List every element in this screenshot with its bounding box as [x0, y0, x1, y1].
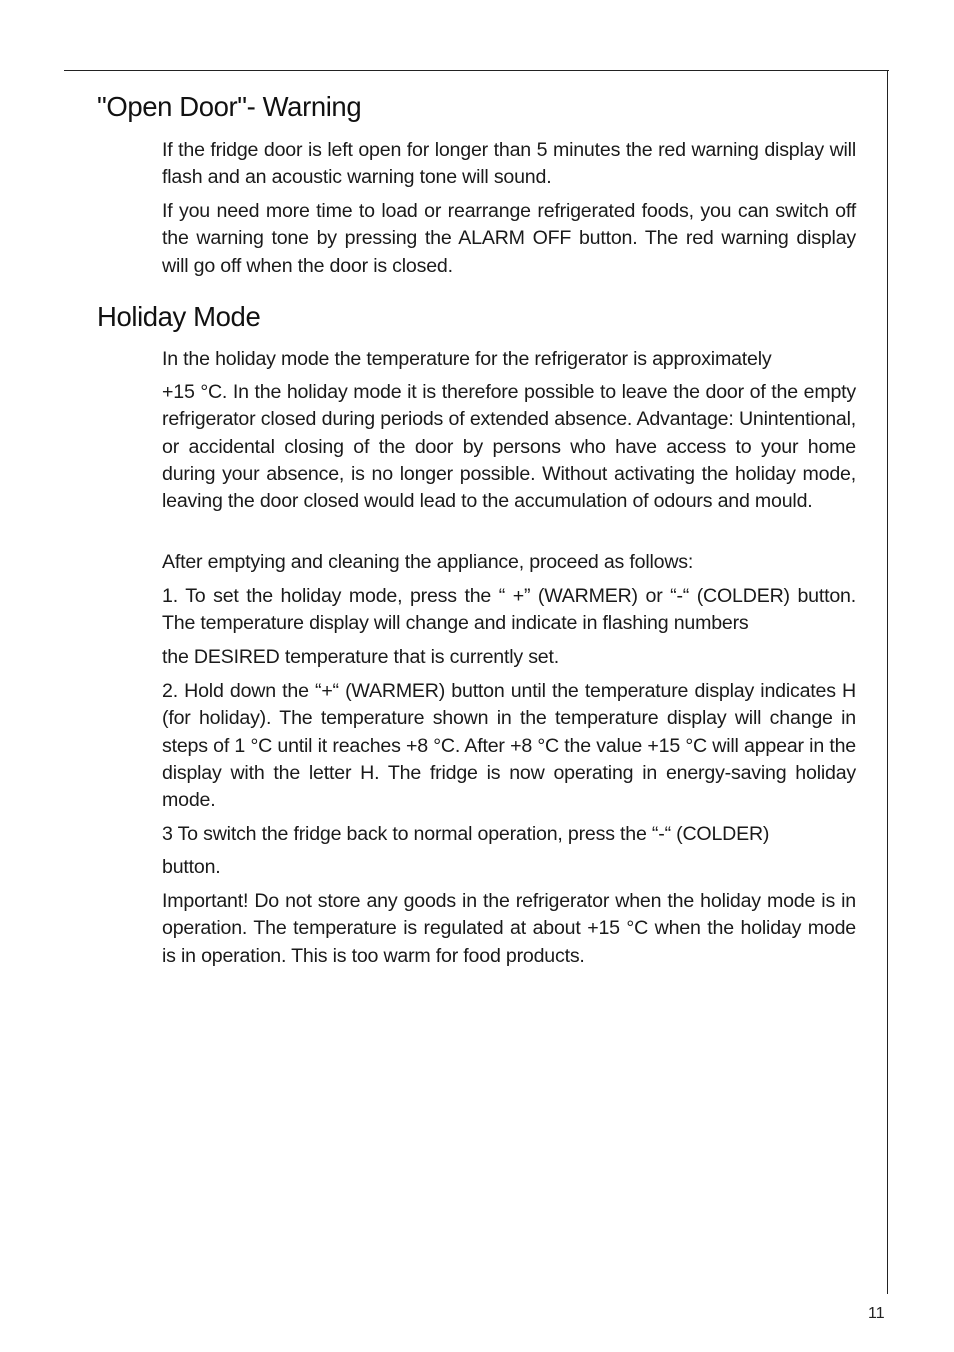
right-margin-rule	[887, 70, 888, 1294]
paragraph: +15 °C. In the holiday mode it is therefore possible to leave the door of the empty refrigerator closed during periods of extended absence. Advantage: Unintentional, or accidental closing of the door by persons who have access to your home during your absence, is no longer possible. Without activating the holiday mode, leaving the door closed would lead to the accumulation of odours and mould.	[162, 381, 856, 513]
section-heading-holiday-mode: Holiday Mode	[97, 301, 261, 332]
page-number: 11	[868, 1305, 885, 1322]
section-heading-open-door: "Open Door"- Warning	[97, 91, 362, 122]
paragraph: If the fridge door is left open for longer than 5 minutes the red warning display will flash and an acoustic warning tone will sound.	[162, 139, 856, 189]
paragraph: Important! Do not store any goods in the refrigerator when the holiday mode is in operation. The temperature is regulated at about +15 °C when the holiday mode is in operation. This is too warm for food products.	[162, 890, 856, 967]
paragraph: If you need more time to load or rearrange refrigerated foods, you can switch off the warning tone by pressing the ALARM OFF button. The red warning display will go off when the door is closed.	[162, 200, 856, 277]
paragraph: After emptying and cleaning the appliance, proceed as follows:	[162, 551, 694, 573]
list-item: 1. To set the holiday mode, press the “ +” (WARMER) or “-“ (COLDER) button. The temperature display will change and indicate in flashing numbers	[162, 585, 856, 635]
list-item: 2. Hold down the “+“ (WARMER) button until the temperature display indicates H (for holiday). The temperature shown in the temperature display will change in steps of 1 °C until it reaches +8 °C. After +8 °C the value +15 °C will appear in the display with the letter H. The fridge is now operating in energy-saving holiday mode.	[162, 680, 856, 812]
list-item: 3 To switch the fridge back to normal operation, press the “-“ (COLDER)	[162, 823, 770, 845]
paragraph: In the holiday mode the temperature for the refrigerator is approximately	[162, 348, 772, 370]
top-rule	[64, 70, 889, 71]
paragraph: button.	[162, 856, 221, 878]
paragraph: the DESIRED temperature that is currently set.	[162, 646, 559, 668]
